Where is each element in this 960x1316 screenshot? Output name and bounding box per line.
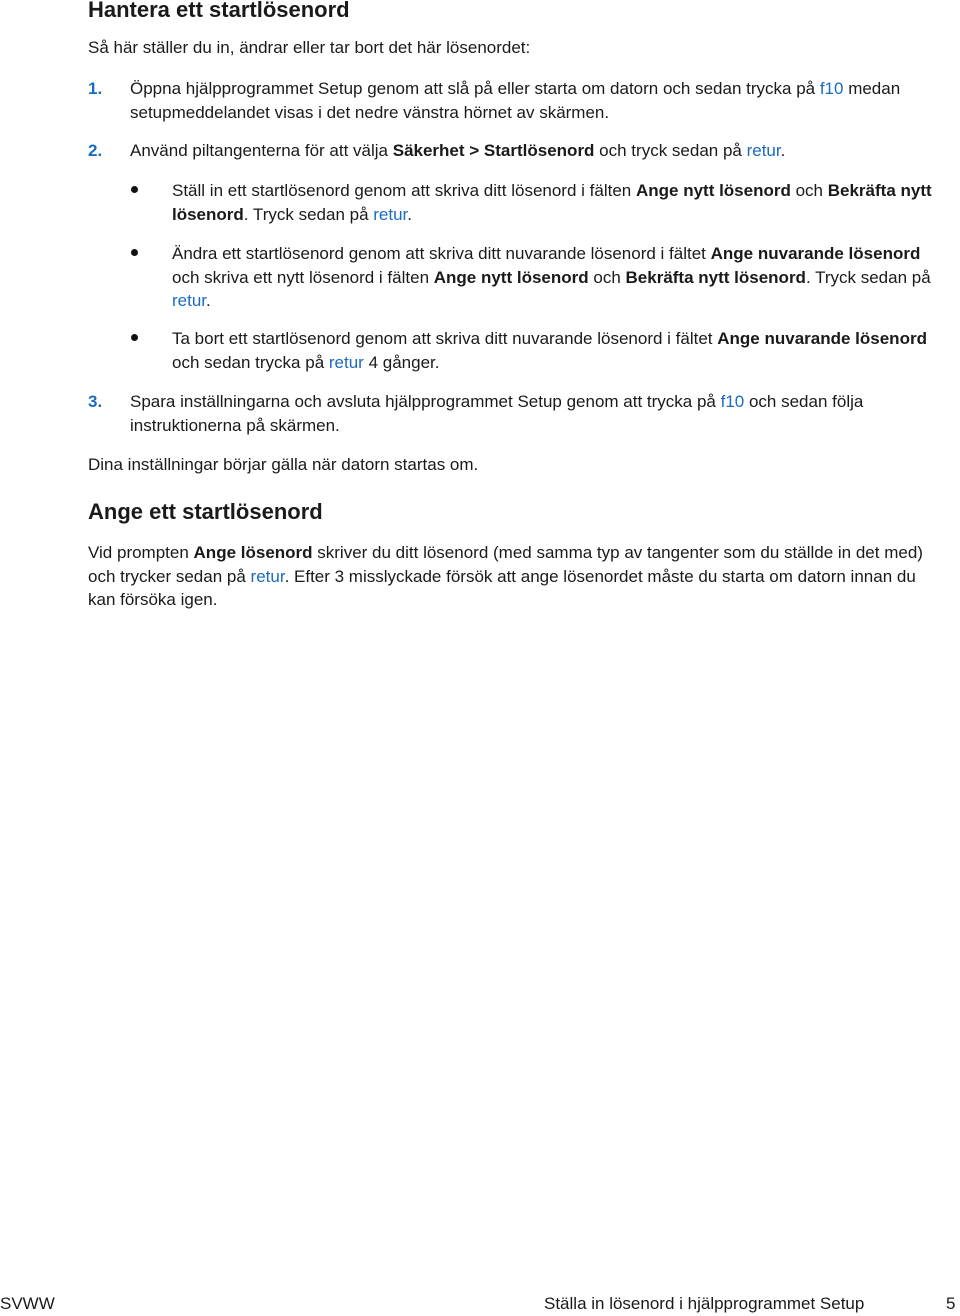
step-2-text: [130, 139, 945, 163]
section-2-paragraph: [88, 541, 946, 612]
intro-paragraph: Så här ställer du in, ändrar eller tar bort det här lösenordet:: [88, 38, 531, 57]
step-1-text-b: medan setupmeddelandet visas i det nedre vänstra hörnet av skärmen.: [130, 79, 901, 122]
field-confirm-new-password: Bekräfta nytt lösenord: [172, 181, 932, 224]
step-1-number: 1.: [88, 79, 103, 98]
step-3-text: [130, 390, 945, 437]
step-1-text: [130, 77, 945, 124]
field-current-password: Ange nuvarande lösenord: [717, 329, 927, 348]
section-2-text-c: . Efter 3 misslyckade försök att ange lösenordet måste du starta om datorn innan du kan försöka igen.: [88, 566, 916, 609]
step-2-number: 2.: [88, 141, 103, 160]
bullet-1-text-c: . Tryck sedan på: [243, 204, 374, 224]
step-2-text-c: .: [780, 141, 786, 160]
closing-paragraph: Dina inställningar börjar gälla när datorn startas om.: [88, 455, 479, 474]
bullet-1-text: [172, 179, 947, 226]
section-2-text-a: Vid prompten: [88, 543, 194, 562]
page-number: 5: [946, 1294, 956, 1313]
step-3-number: 3.: [88, 392, 103, 411]
footer-left-label: SVWW: [0, 1294, 55, 1313]
bullet-2-text-a: Ändra ett startlösenord genom att skriva ditt nuvarande lösenord i fältet: [172, 244, 711, 263]
bullet-2-text-d: . Tryck sedan på: [805, 267, 931, 287]
section-2-text-b: skriver du ditt lösenord (med samma typ av tangenter som du ställde in det med) och trycker sedan på: [88, 543, 923, 586]
key-retur: retur: [373, 204, 408, 224]
bullet-2-text-e: .: [206, 291, 211, 310]
key-f10: f10: [819, 79, 844, 98]
step-3-text-b: och sedan följa instruktionerna på skärmen.: [130, 392, 864, 435]
bullet-3-text: [172, 327, 947, 374]
bullet-1-text-b: och: [790, 181, 828, 200]
prompt-enter-password: Ange lösenord: [193, 543, 313, 562]
step-3-text-a: Spara inställningarna och avsluta hjälpprogrammet Setup genom att trycka på: [130, 392, 721, 411]
key-retur: retur: [746, 141, 781, 160]
bullet-dot: [131, 334, 138, 341]
bullet-3-text-b: och sedan trycka på: [172, 352, 329, 372]
key-retur: retur: [328, 352, 364, 372]
section-heading-manage-power-on-password: Hantera ett startlösenord: [88, 0, 350, 22]
section-heading-enter-power-on-password: Ange ett startlösenord: [88, 499, 323, 524]
key-retur: retur: [172, 291, 207, 310]
key-f10: f10: [720, 392, 745, 411]
footer-chapter-title: Ställa in lösenord i hjälpprogrammet Setup: [544, 1294, 865, 1313]
bullet-3-text-c: 4 gånger.: [363, 352, 440, 372]
bullet-dot: [131, 249, 138, 256]
field-current-password: Ange nuvarande lösenord: [710, 244, 921, 263]
field-new-password: Ange nytt lösenord: [635, 181, 791, 200]
menu-path: Säkerhet > Startlösenord: [392, 141, 595, 160]
bullet-1-text-a: Ställ in ett startlösenord genom att skriva ditt lösenord i fälten: [172, 181, 636, 200]
bullet-2-text: [172, 242, 947, 313]
field-confirm-new-password: Bekräfta nytt lösenord: [625, 267, 806, 287]
step-2-text-a: Använd piltangenterna för att välja: [130, 141, 393, 160]
bullet-2-text-b: och skriva ett nytt lösenord i fälten: [172, 267, 434, 287]
bullet-1-text-d: .: [407, 204, 413, 224]
step-2-text-b: och tryck sedan på: [594, 141, 747, 160]
bullet-dot: [131, 186, 138, 193]
key-retur: retur: [250, 566, 285, 586]
field-new-password: Ange nytt lösenord: [433, 267, 589, 287]
step-1-text-a: Öppna hjälpprogrammet Setup genom att slå på eller starta om datorn och sedan trycka på: [130, 79, 820, 98]
bullet-2-text-c: och: [588, 267, 626, 287]
bullet-3-text-a: Ta bort ett startlösenord genom att skriva ditt nuvarande lösenord i fältet: [172, 329, 718, 348]
